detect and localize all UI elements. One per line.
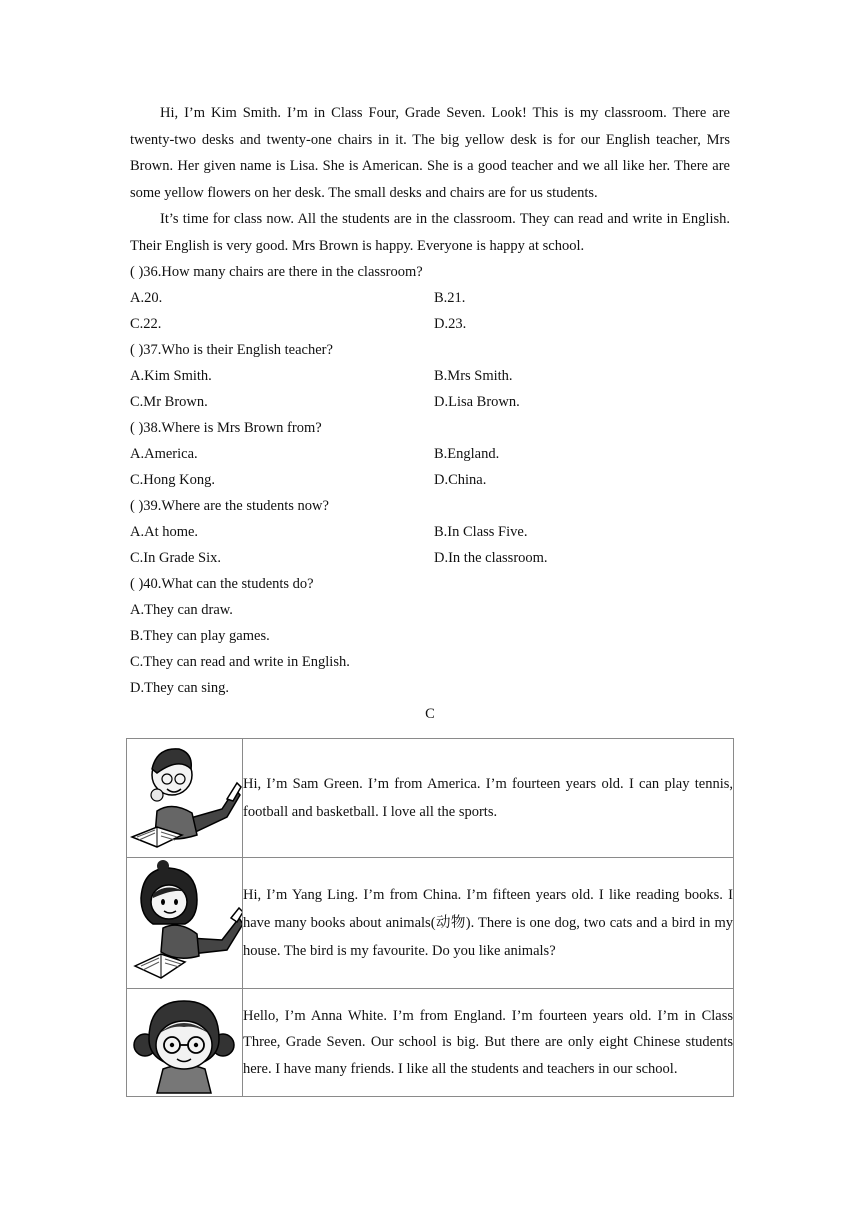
worksheet-page	[130, 100, 730, 727]
question-37-options-row-2	[130, 389, 730, 415]
question-39-options-row-1	[130, 519, 730, 545]
option-c: C.Mr Brown.	[130, 394, 208, 410]
option-c: C.Hong Kong.	[130, 472, 215, 488]
question-36-options-row-1	[130, 285, 730, 311]
option-c: C.22.	[130, 316, 162, 332]
question-37-stem: ( )37.Who is their English teacher?	[130, 342, 333, 358]
question-40-stem: ( )40.What can the students do?	[130, 576, 314, 592]
question-38-stem: ( )38.Where is Mrs Brown from?	[130, 420, 322, 436]
profile-text-yang-ling: Hi, I’m Yang Ling. I’m from China. I’m fifteen years old. I like reading books. I have many books about animals(动物). There is one dog, two cats and a bird in my house. The bird is my favourite. Do you like animals?	[243, 858, 734, 989]
table-row	[127, 739, 734, 858]
option-a: A.America.	[130, 446, 198, 462]
question-38-options-row-2	[130, 467, 730, 493]
question-38-options-row-1	[130, 441, 730, 467]
section-c-label: C	[425, 706, 435, 722]
passage-paragraph-1: Hi, I’m Kim Smith. I’m in Class Four, Grade Seven. Look! This is my classroom. There are twenty-two desks and twenty-one chairs in it. The big yellow desk is for our English teacher, Mrs Brown. Her given name is Lisa. She is American. She is a good teacher and we all like her. There are some yellow flowers on her desk. The small desks and chairs are for us students.	[130, 105, 730, 201]
question-36-stem: ( )36.How many chairs are there in the classroom?	[130, 264, 423, 280]
option-d: D.They can sing.	[130, 680, 230, 696]
profiles-table	[126, 738, 734, 1097]
option-d: D.China.	[434, 472, 487, 488]
question-36-options-row-2	[130, 311, 730, 337]
option-b: B.They can play games.	[130, 628, 270, 644]
option-d: D.Lisa Brown.	[434, 394, 520, 410]
question-39-stem: ( )39.Where are the students now?	[130, 498, 329, 514]
question-39-options-row-2	[130, 545, 730, 571]
option-d: D.23.	[434, 316, 467, 332]
profile-text-sam-green: Hi, I’m Sam Green. I’m from America. I’m fourteen years old. I can play tennis, football and basketball. I love all the sports.	[243, 739, 734, 858]
option-d: D.In the classroom.	[434, 550, 548, 566]
boy-reading-icon	[127, 739, 243, 858]
question-37-options-row-1	[130, 363, 730, 389]
option-b: B.21.	[434, 290, 466, 306]
option-c: C.They can read and write in English.	[130, 654, 350, 670]
option-b: B.Mrs Smith.	[434, 368, 513, 384]
table-row	[127, 858, 734, 989]
option-b: B.England.	[434, 446, 500, 462]
passage-paragraph-2: It’s time for class now. All the students are in the classroom. They can read and write in English. Their English is very good. Mrs Brown is happy. Everyone is happy at school.	[130, 211, 730, 254]
table-row	[127, 989, 734, 1097]
option-a: A.They can draw.	[130, 602, 233, 618]
option-c: C.In Grade Six.	[130, 550, 222, 566]
profile-text-anna-white: Hello, I’m Anna White. I’m from England. I’m fourteen years old. I’m in Class Three, Grade Seven. Our school is big. But there are only eight Chinese students here. I have many friends. I like all the students and teachers in our school.	[243, 989, 734, 1097]
option-a: A.At home.	[130, 524, 199, 540]
option-a: A.Kim Smith.	[130, 368, 212, 384]
option-a: A.20.	[130, 290, 163, 306]
girl-glasses-icon	[127, 989, 243, 1097]
girl-reading-icon	[127, 858, 243, 989]
option-b: B.In Class Five.	[434, 524, 528, 540]
